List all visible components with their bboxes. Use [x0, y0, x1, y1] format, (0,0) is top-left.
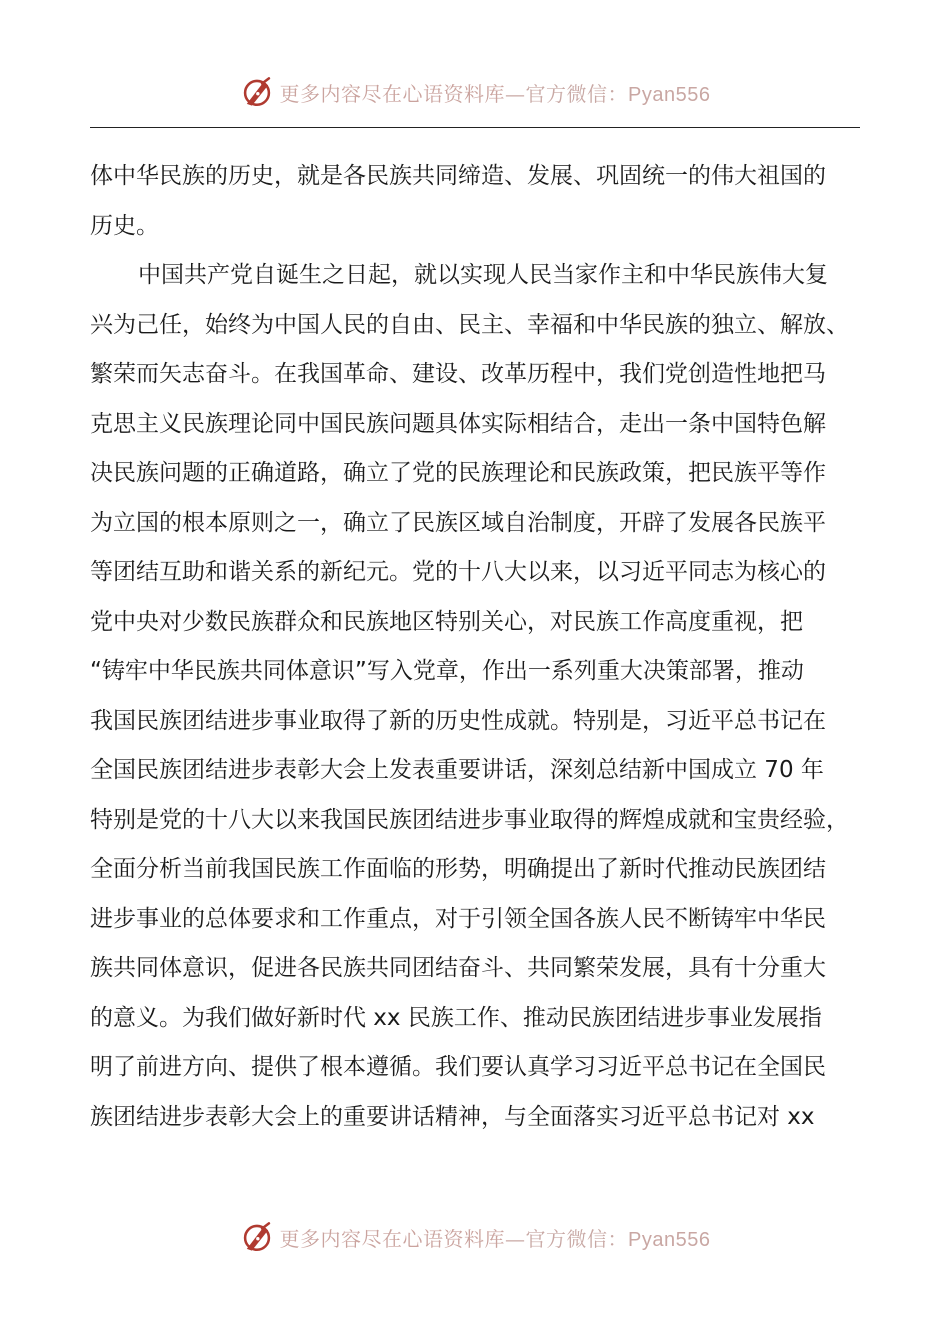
footer-brand: 更多内容尽在心语资料库	[279, 1226, 506, 1251]
document-body	[90, 152, 860, 1142]
footer-separator: —	[505, 1226, 526, 1251]
text-line: 党中央对少数民族群众和民族地区特别关心，对民族工作高度重视，把	[90, 608, 803, 635]
text-line: 克思主义民族理论同中国民族问题具体实际相结合，走出一条中国特色解	[90, 410, 826, 437]
footer-wechat-label: 官方微信：	[525, 1226, 629, 1251]
text-line: 历史。	[90, 212, 159, 239]
pen-nib-logo-icon	[240, 75, 274, 109]
text-line: 的意义。为我们做好新时代 xx 民族工作、推动民族团结进步事业发展指	[90, 1004, 822, 1031]
text-line: 体中华民族的历史，就是各民族共同缔造、发展、巩固统一的伟大祖国的	[90, 163, 826, 189]
text-line: 为立国的根本原则之一，确立了民族区域自治制度，开辟了发展各民族平	[90, 509, 826, 536]
text-line: “铸牢中华民族共同体意识”写入党章，作出一系列重大决策部署，推动	[90, 658, 804, 684]
footer-wechat-id: Pyan556	[628, 1228, 711, 1251]
text-line: 进步事业的总体要求和工作重点，对于引领全国各族人民不断铸牢中华民	[90, 905, 826, 932]
text-line: 等团结互助和谐关系的新纪元。党的十八大以来，以习近平同志为核心的	[90, 559, 826, 585]
text-line: 我国民族团结进步事业取得了新的历史性成就。特别是，习近平总书记在	[90, 707, 826, 734]
text-line: 全面分析当前我国民族工作面临的形势，明确提出了新时代推动民族团结	[90, 856, 826, 882]
header-banner	[0, 72, 950, 112]
header-wechat-id: Pyan556	[628, 83, 711, 106]
pen-nib-logo-icon	[240, 1220, 274, 1254]
text-line: 兴为己任，始终为中国人民的自由、民主、幸福和中华民族的独立、解放、	[90, 311, 849, 338]
footer-banner-text	[280, 1223, 711, 1252]
text-line: 全国民族团结进步表彰大会上发表重要讲话，深刻总结新中国成立 70 年	[90, 757, 824, 783]
text-line: 明了前进方向、提供了根本遵循。我们要认真学习习近平总书记在全国民	[90, 1054, 826, 1080]
text-line: 繁荣而矢志奋斗。在我国革命、建设、改革历程中，我们党创造性地把马	[90, 361, 826, 387]
header-divider	[90, 127, 860, 128]
text-line: 族团结进步表彰大会上的重要讲话精神，与全面落实习近平总书记对 xx	[90, 1103, 815, 1130]
text-line: 特别是党的十八大以来我国民族团结进步事业取得的辉煌成就和宝贵经验，	[90, 806, 849, 833]
footer-banner	[0, 1217, 950, 1257]
text-line: 中国共产党自诞生之日起，就以实现人民当家作主和中华民族伟大复	[138, 262, 828, 288]
header-separator: —	[505, 81, 526, 106]
header-brand: 更多内容尽在心语资料库	[279, 81, 506, 106]
text-line: 决民族问题的正确道路，确立了党的民族理论和民族政策，把民族平等作	[90, 460, 826, 486]
header-banner-text	[280, 78, 711, 107]
text-line: 族共同体意识，促进各民族共同团结奋斗、共同繁荣发展，具有十分重大	[90, 955, 826, 981]
header-wechat-label: 官方微信：	[525, 81, 629, 106]
